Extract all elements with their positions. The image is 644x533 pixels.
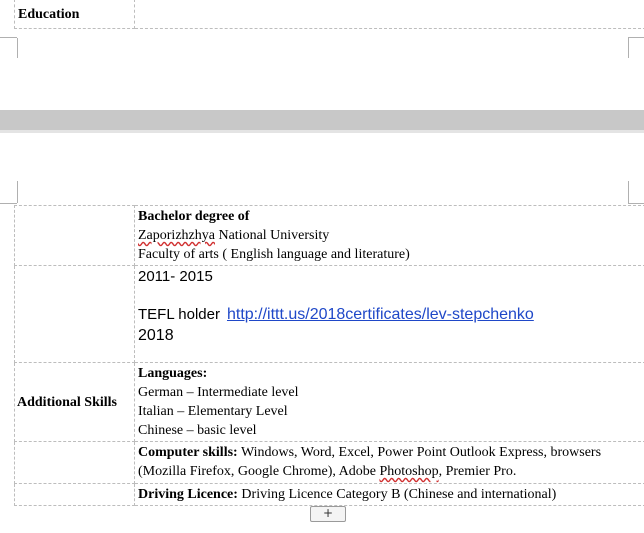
degree-title: Bachelor degree of (138, 209, 250, 224)
page-corner-mark (628, 38, 629, 58)
degree-cell[interactable] (135, 206, 644, 266)
computer-skills-heading: Computer skills: (138, 445, 238, 460)
computer-skills-text: Windows, Word, Excel, Power Point Outlook Express, browsers (Mozilla Firefox, Google Chrome), Adobe (138, 445, 602, 479)
tefl-certificate-link[interactable]: http://ittt.us/2018certificates/lev-stepchenko (226, 306, 534, 323)
page-break-gap (0, 110, 644, 130)
page-corner-mark (628, 181, 629, 203)
page-corner-mark (0, 37, 17, 38)
driving-licence-heading: Driving Licence: (138, 487, 238, 502)
computer-skills-text-end: , Premier Pro. (438, 464, 517, 479)
computer-left-cell[interactable] (15, 442, 135, 484)
languages-heading: Languages: (138, 366, 208, 381)
driving-licence-cell[interactable] (135, 484, 644, 506)
page-1 (0, 0, 644, 110)
additional-skills-heading: Additional Skills (17, 394, 117, 410)
page-corner-mark (0, 203, 17, 204)
education-heading-cell[interactable] (15, 0, 135, 29)
education-empty-cell[interactable] (135, 0, 644, 29)
faculty-line: Faculty of arts ( English language and literature) (138, 247, 410, 262)
tefl-label: TEFL holder (138, 306, 220, 323)
university-name: Zaporizhzhya (138, 228, 215, 243)
driving-left-cell[interactable] (15, 484, 135, 506)
experience-table (14, 205, 644, 506)
tefl-year: 2018 (138, 327, 174, 344)
education-heading: Education (18, 6, 80, 22)
language-item: German – Intermediate level (138, 385, 299, 400)
languages-cell[interactable] (135, 363, 644, 442)
page-corner-mark (628, 203, 644, 204)
driving-licence-text: Driving Licence Category B (Chinese and international) (237, 487, 557, 502)
education-table (14, 0, 644, 29)
years-left-cell[interactable] (15, 266, 135, 363)
add-row-button[interactable]: + (310, 506, 346, 522)
photoshop-word: Photoshop (379, 464, 439, 479)
page-corner-mark (17, 38, 18, 58)
years-range: 2011- 2015 (138, 268, 213, 285)
tefl-line (138, 305, 642, 326)
language-item: Chinese – basic level (138, 423, 257, 438)
degree-left-cell[interactable] (15, 206, 135, 266)
page-corner-mark (17, 181, 18, 203)
university-rest: National University (214, 228, 330, 243)
university-line (138, 226, 642, 245)
additional-skills-cell[interactable] (15, 363, 135, 442)
language-item: Italian – Elementary Level (138, 404, 288, 419)
blank-line (138, 286, 642, 305)
years-cell[interactable] (135, 266, 644, 363)
page-corner-mark (628, 37, 644, 38)
computer-skills-cell[interactable] (135, 442, 644, 484)
